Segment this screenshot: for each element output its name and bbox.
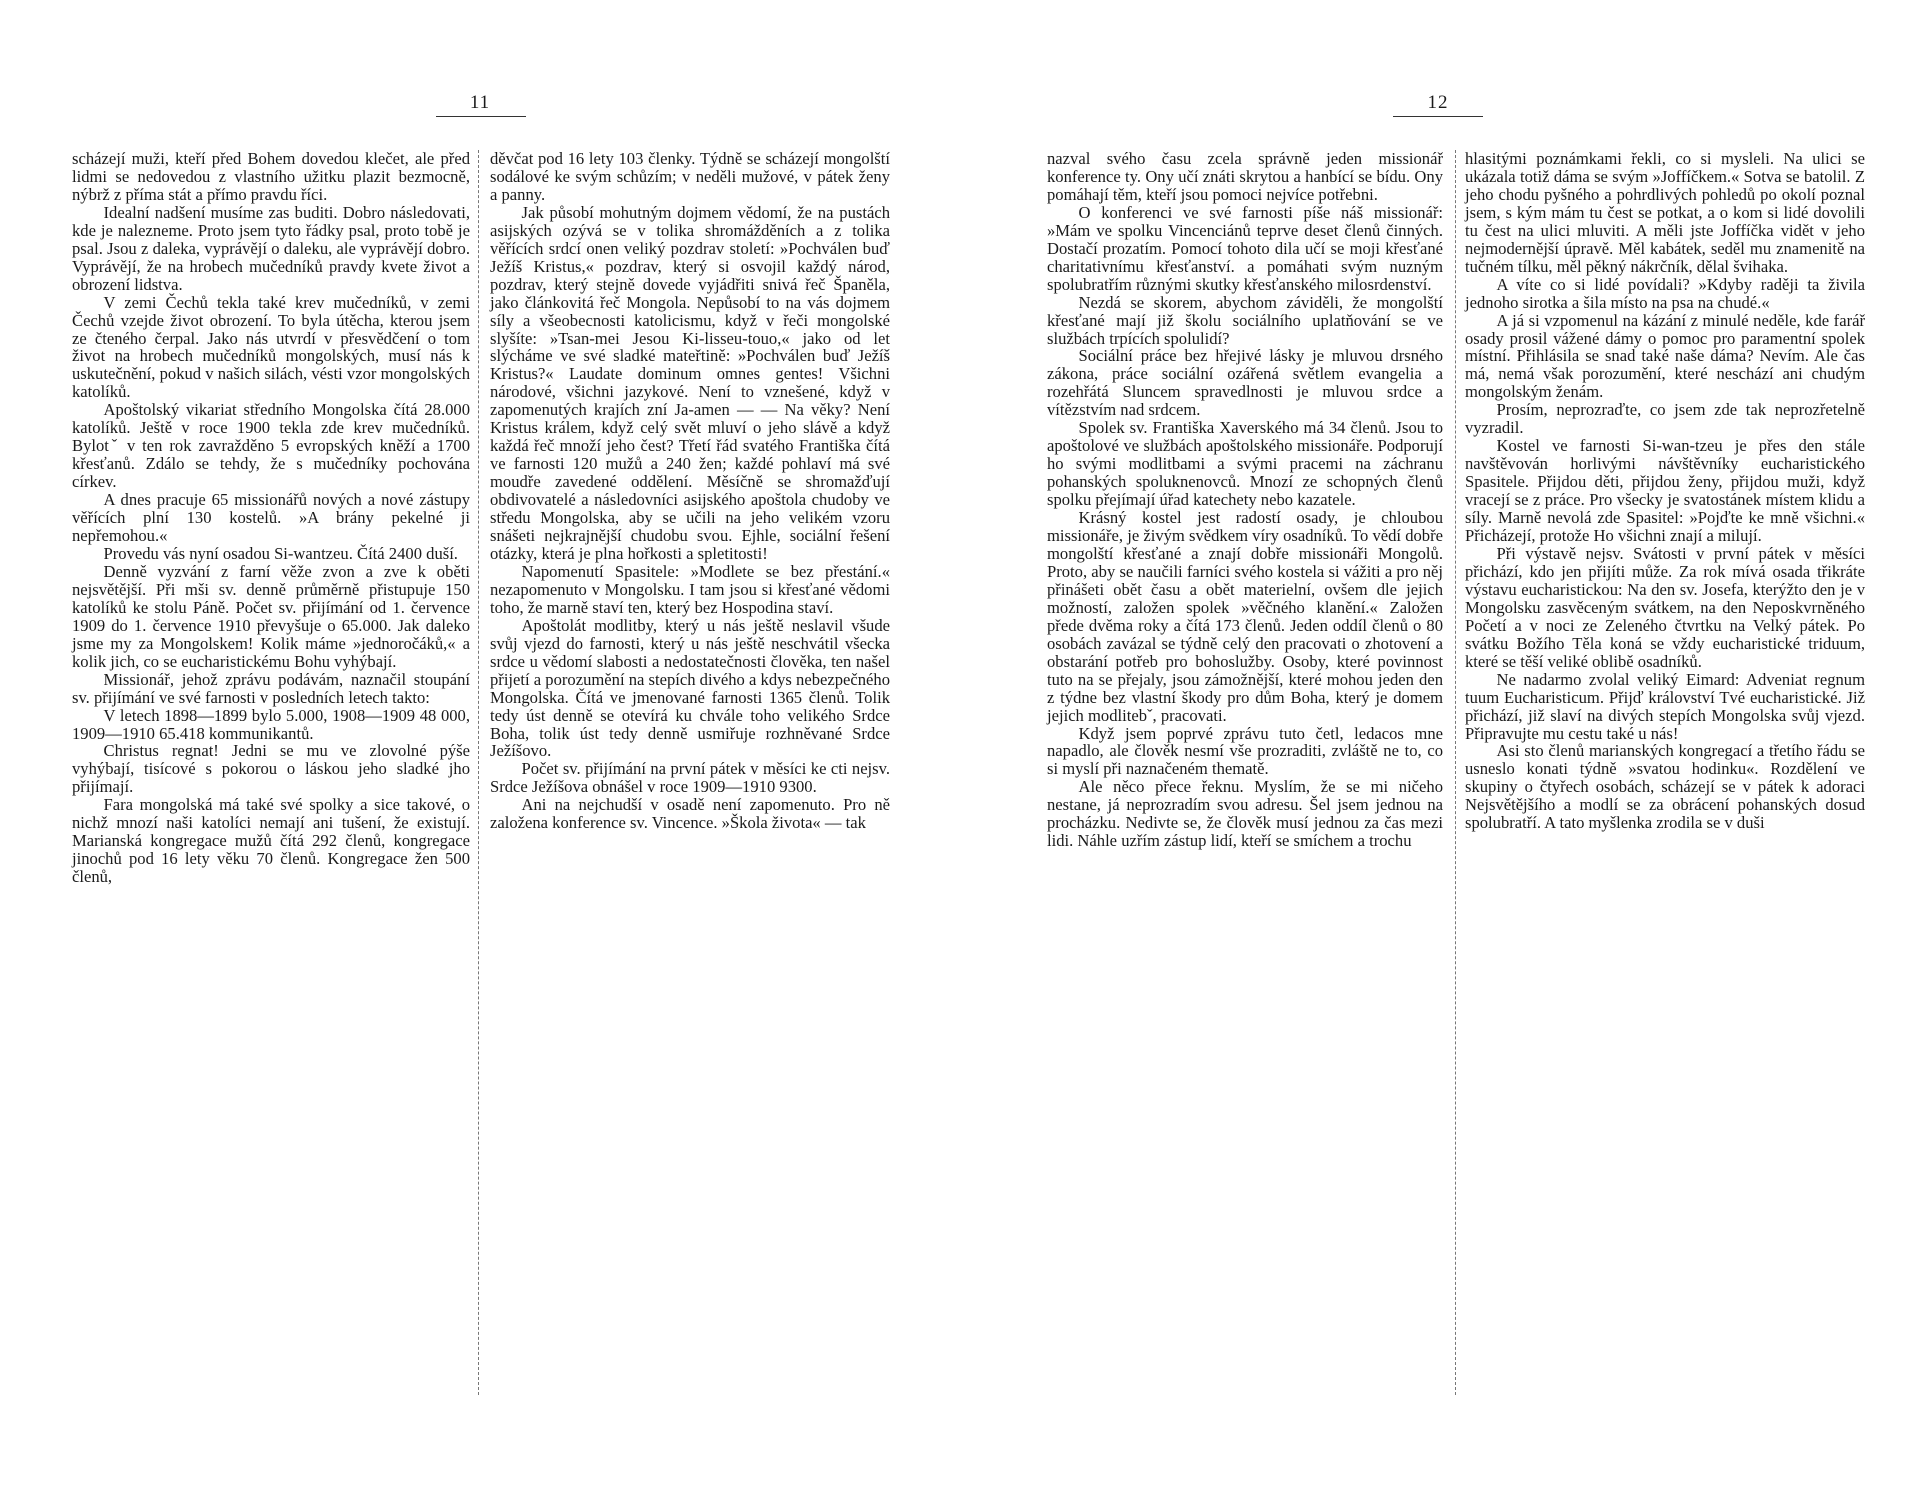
paragraph: Když jsem poprvé zprávu tuto četl, ledacos mne napadlo, ale člověk nesmí vše prozraditi, zvláště ne to, co si myslí při naznačeném thematě.: [1047, 723, 1443, 779]
left-page: [0, 0, 960, 1500]
paragraph: Fara mongolská má také své spolky a sice takové, o nichž mnozí naši katolíci nemají ani tušení, že existují. Marianská kongregace mužů čítá 292 členů, kongregace jinochů pod 16 lety věku 70 členů. Kongregace žen 500 členů,: [72, 795, 470, 887]
paragraph: Ani na nejchudší v osadě není zapomenuto. Pro ně založena konference sv. Vincence. »Škola života« — tak: [490, 795, 890, 833]
paragraph: A já si vzpomenul na kázání z minulé neděle, kde farář osady prosil vážené dámy o pomoc pro paramentní spolek místní. Přihlásila se snad také naše dáma? Nevím. Ale čas má, nemá však porozumění, které neschází ani chudým mongolským ženám.: [1465, 310, 1865, 402]
paragraph: Christus regnat! Jedni se mu ve zlovolné pýše vyhýbají, tisícové s pokorou o láskou jeho sladké jho přijímají.: [72, 741, 470, 797]
paragraph: Jak působí mohutným dojmem vědomí, že na pustách asijských ozývá se v tolika shromážděních a z tolika věřících srdcí onen veliký pozdrav století: »Pochválen buď Ježíš Kristus,« pozdrav, který si osvojil každý národ, pozdrav, který stejně dovede vyjádřiti snivá řeč Španěla, jako článkovitá řeč Mongola. Nepůsobí to na vás dojmem síly a všeobecnosti katolicismu, když v řeči mongolské slyšíte: »Tsan-mei Jesou Ki-lisseu-touo,« jako od let slýcháme ve své sladké mateřtině: »Pochválen buď Ježíš Kristus?« Laudate dominum omnes gentes! Všichni národové, všichni jazykové. Není to vznešené, když v zapomenutých krajích zní Ja-amen — — Na věky? Není Kristus králem, když celý svět mluví o jeho slávě a když každá řeč množí jeho čest? Třetí řád svatého Františka čítá ve farnosti 120 mužů a 240 žen; každé pohlaví má své moudře zavedené oddělení. Měsíčně se shromažďují obdivovatelé a následovníci asijského apoštola chudoby ve středu Mongolska, aby se učili na jeho velikém vzoru snášeti nejkrajnější chudobu svou. Ejhle, sociální řešení otázky, která je plna hořkosti a spletitosti!: [490, 202, 890, 563]
paragraph: hlasitými poznámkami řekli, co si mysleli. Na ulici se ukázala totiž dáma se svým »Joffíčkem.« Sotva se batolil. Z jeho chodu pyšného a pohrdlivých pohledů po okolí poznal jsem, s kým mám tu čest se potkat, a o kom si lidé dovolili tu čest na ulici mluviti. A měli jste Joffíčka vidět v jeho nejmodernější úpravě. Měl kabátek, seděl mu znamenitě na tučném tílku, měl pěkný nákrčník, dělal švihaka.: [1465, 149, 1865, 276]
text-column-right-2: [1465, 150, 1865, 832]
paragraph: Při výstavě nejsv. Svátosti v první pátek v měsíci přichází, kdo jen přijíti může. Za rok mívá osada třikráte výstavu eucharistickou: Na den sv. Josefa, kterýžto den je v Mongolsku zasvěceným svátkem, na den Neposkvrněného Početí a v noci ze Zeleného čtvrtku na Velký pátek. Po svátku Božího Těla koná se vždy eucharistické triduum, které se těší veliké oblibě osadníků.: [1465, 543, 1865, 671]
paragraph: V zemi Čechů tekla také krev mučedníků, v zemi Čechů vzejde život obrození. To byla útěcha, kterou jsem ze čteného čerpal. Jako nás utvrdí v přesvědčení o tom život na hrobech mučedníků mongolských, musí nás k uskutečnění, pokud v našich silách, vésti vzor mongolských katolíků.: [72, 292, 470, 402]
paragraph: Napomenutí Spasitele: »Modlete se bez přestání.« nezapomenuto v Mongolsku. I tam jsou si křesťané vědomi toho, že marně staví ten, který bez Hospodina staví.: [490, 561, 890, 617]
paragraph: Kostel ve farnosti Si-wan-tzeu je přes den stále navštěvován horlivými návštěvníky eucharistického Spasitele. Přijdou děti, přijdou ženy, přijdou muži, když vracejí se z práce. Pro všecky je svatostánek místem klidu a síly. Marně nevolá zde Spasitel: »Pojďte ke mně všichni.« Přicházejí, protože Ho všichni znají a milují.: [1465, 436, 1865, 546]
paragraph: Počet sv. přijímání na první pátek v měsíci ke cti nejsv. Srdce Ježíšova obnášel v roce 1909—1910 9300.: [490, 759, 890, 797]
paragraph: Missionář, jehož zprávu podávám, naznačil stoupání sv. přijímání ve své farnosti v posledních letech takto:: [72, 669, 470, 707]
column-divider: [1455, 150, 1456, 1395]
text-column-right-1: [1047, 150, 1443, 850]
column-divider: [478, 150, 479, 1395]
page-number-rule: [436, 116, 526, 117]
paragraph: A dnes pracuje 65 missionářů nových a nové zástupy věřících plní 130 kostelů. »A brány pekelné ji nepřemohou.«: [72, 490, 470, 546]
paragraph: Apoštolát modlitby, který u nás ještě neslavil všude svůj vjezd do farnosti, který u nás ještě neschvátil všecka srdce u vědomí slabosti a nedostatečnosti člověka, ten našel přijetí a porozumění na stepích divého a kdys nebezpečného Mongolska. Čítá ve jmenované farnosti 1365 členů. Tolik tedy úst denně se otevírá ku chvále toho velikého Srdce Boha, tolik úst tedy denně usmiřuje rozhněvané Srdce Ježíšovo.: [490, 615, 890, 761]
paragraph: děvčat pod 16 lety 103 členky. Týdně se scházejí mongolští sodálové ke svým schůzím; v neděli mužové, v pátek ženy a panny.: [490, 149, 890, 204]
paragraph: Ale něco přece řeknu. Myslím, že se mi ničeho nestane, já neprozradím svou adresu. Šel jsem jednou na procházku. Nedivte se, že člověk musí jednou za čas mezi lidi. Náhle uzřím zástup lidí, kteří se smíchem a trochu: [1047, 777, 1443, 851]
paragraph: O konferenci ve své farnosti píše náš missionář: »Mám ve spolku Vincenciánů teprve deset členů činných. Dostačí prozatím. Pomocí tohoto dila učí se moji křesťané charitativnímu křesťanství. a pomáhati svým nuzným spolubratřím různými skutky křesťanského milosrdenství.: [1047, 202, 1443, 294]
paragraph: Ne nadarmo zvolal veliký Eimard: Adveniat regnum tuum Eucharisticum. Přijď království Tvé eucharistické. Již přichází, již slaví na divých stepích Mongolska svůj vjezd. Připravujte mu cestu také u nás!: [1465, 669, 1865, 743]
paragraph: Idealní nadšení musíme zas buditi. Dobro následovati, kde je nalezneme. Proto jsem tyto řádky psal, proto tobě je psal. Jsou z daleka, vyprávějí o daleku, ale vyprávějí dobro. Vyprávějí, že na hrobech mučedníků pravdy kvete život a obrození lidstva.: [72, 202, 470, 294]
paragraph: Denně vyzvání z farní věže zvon a zve k oběti nejsvětější. Při mši sv. denně průměrně přistupuje 150 katolíků ke stolu Páně. Počet sv. přijímání od 1. července 1909 do 1. července 1910 převyšuje o 65.000. Jak daleko jsme my za Mongolskem! Kolik máme »jednoročáků,« a kolik jich, co se eucharistickému Bohu vyhýbají.: [72, 561, 470, 671]
paragraph: Krásný kostel jest radostí osady, je chloubou missionáře, je živým svědkem víry osadníků. To vědí dobře mongolští křesťané a znají dobře missionáři Mongolů. Proto, aby se naučili farníci svého kostela si vážiti a pro něj přinášeti obět času a obět materielní, ovšem dle jejich možností, založen spolek »věčného klanění.« Založen přede dvěma roky a čítá 173 členů. Jeden oddíl členů o 80 osobách zavázal se týdně celý den pracovati o zhotovení a obstarání potřeb pro bohoslužby. Osoby, které povinnost tuto na se přejaly, jsou zámožnější, které mohou jeden den z týdne bez vlastní škody pro dům Boha, který je domem jejich modlitebˇ, pracovati.: [1047, 508, 1443, 725]
paragraph: Prosím, neprozraďte, co jsem zde tak neprozřetelně vyzradil.: [1465, 400, 1865, 438]
paragraph: scházejí muži, kteří před Bohem dovedou klečet, ale před lidmi se nedovedou z vlastního užitku plazit bezmocně, nýbrž z příma stát a přímo pravdu říci.: [72, 149, 470, 204]
paragraph: Spolek sv. Františka Xaverského má 34 členů. Jsou to apoštolové ve službách apoštolského missionáře. Podporují ho svými modlitbami a svými pracemi na záchranu pohanských spoluknenovců. Mnozí ze schopných členů spolku přejímají úřad katechety nebo kazatele.: [1047, 418, 1443, 510]
paragraph: V letech 1898—1899 bylo 5.000, 1908—1909 48 000, 1909—1910 65.418 kommunikantů.: [72, 705, 470, 743]
text-column-left-1: [72, 150, 470, 886]
paragraph: Nezdá se skorem, abychom záviděli, že mongolští křesťané mají již školu sociálního uplatňování se ve službách trpících spolulidí?: [1047, 292, 1443, 348]
paragraph: Provedu vás nyní osadou Si-wantzeu. Čítá 2400 duší.: [103, 543, 458, 563]
paragraph: Sociální práce bez hřejivé lásky je mluvou drsného zákona, práce sociální ozářená světlem evangelia a rozehřátá Sluncem spravedlnosti je mluvou srdce a vítězstvím nad srdcem.: [1047, 346, 1443, 420]
paragraph: nazval svého času zcela správně jeden missionář konference ty. Ony učí znáti skrytou a hanbící se bídu. Ony pomáhají těm, kteří jsou pomoci nejvíce potřebni.: [1047, 149, 1443, 204]
text-column-left-2: [490, 150, 890, 832]
paragraph: Asi sto členů marianských kongregací a třetího řádu se usneslo konati týdně »svatou hodinku«. Rozdělení ve skupiny o čtyřech osobách, scházejí se v pátek k adoraci Nejsvětějšího a modlí se za obrácení pohanských dosud spolubratří. A tato myšlenka zrodila se v duši: [1465, 741, 1865, 833]
page-number-right: 12: [1427, 92, 1449, 113]
paragraph: Apoštolský vikariat středního Mongolska čítá 28.000 katolíků. Ještě v roce 1900 tekla zde krev mučedníků. Bylotˇ v ten rok zavražděno 5 evropských kněží a 1700 křesťanů. Zdálo se tehdy, že s mučedníky pochována církev.: [72, 400, 470, 492]
paragraph: A víte co si lidé povídali? »Kdyby raději ta živila jednoho sirotka a šila místo na psa na chudé.«: [1465, 274, 1865, 312]
page-number-left: 11: [469, 92, 491, 113]
page-number-rule: [1393, 116, 1483, 117]
